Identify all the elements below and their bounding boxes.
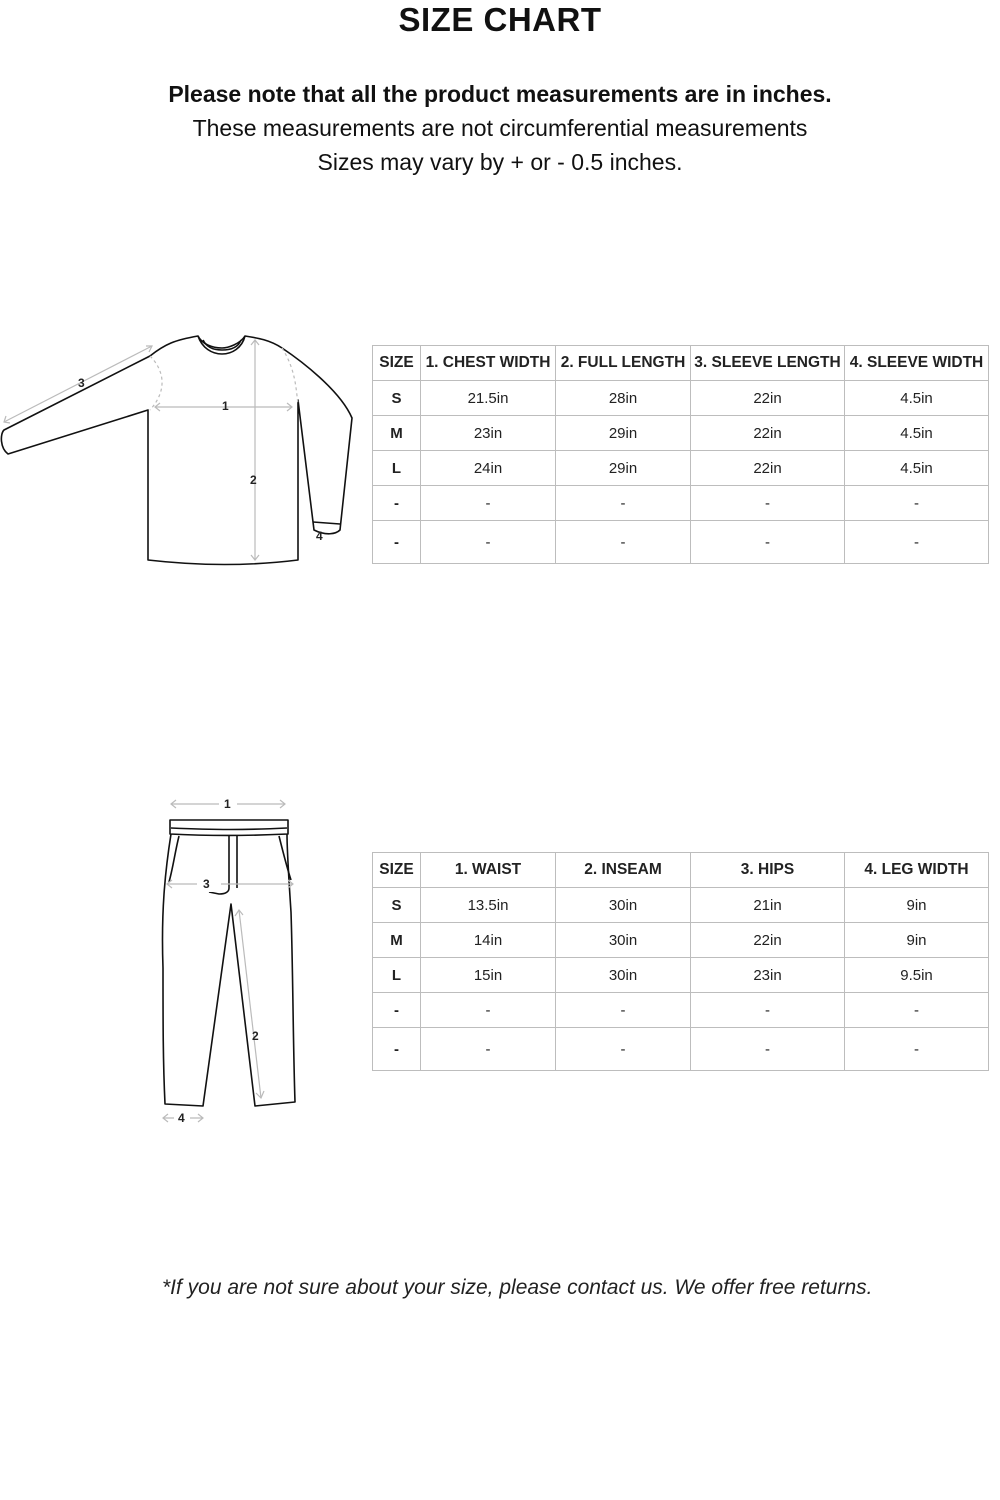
table-row: [373, 486, 989, 521]
size-cell: -: [373, 1028, 421, 1071]
table-header-row: [373, 346, 989, 381]
header-cell: 2. FULL LENGTH: [556, 346, 691, 381]
table-cell: -: [845, 1028, 989, 1071]
pants-diagram: [155, 792, 305, 1132]
header-cell: 4. LEG WIDTH: [845, 853, 989, 888]
table-cell: 13.5in: [421, 888, 556, 923]
table-cell: 29in: [556, 416, 691, 451]
size-cell: -: [373, 993, 421, 1028]
table-cell: 22in: [691, 451, 845, 486]
table-cell: -: [845, 993, 989, 1028]
size-cell: S: [373, 381, 421, 416]
pants-label-1: 1: [224, 797, 231, 811]
pants-label-3: 3: [203, 877, 210, 891]
shirt-icon: [0, 330, 365, 575]
table-cell: 29in: [556, 451, 691, 486]
table-header-row: [373, 853, 989, 888]
shirt-label-1: 1: [222, 399, 229, 413]
table-cell: -: [691, 993, 845, 1028]
page-title: SIZE CHART: [398, 1, 602, 38]
pants-icon: [155, 792, 305, 1132]
shirt-diagram: [0, 330, 365, 575]
table-cell: 23in: [421, 416, 556, 451]
size-cell: M: [373, 923, 421, 958]
table-cell: 22in: [691, 381, 845, 416]
table-cell: -: [421, 993, 556, 1028]
table-cell: 30in: [556, 958, 691, 993]
header-cell: 4. SLEEVE WIDTH: [845, 346, 989, 381]
header-cell: 1. WAIST: [421, 853, 556, 888]
table-row: [373, 993, 989, 1028]
table-cell: 24in: [421, 451, 556, 486]
table-row: [373, 416, 989, 451]
table-cell: -: [556, 1028, 691, 1071]
table-cell: -: [556, 993, 691, 1028]
table-cell: -: [421, 486, 556, 521]
table-row: [373, 923, 989, 958]
table-cell: 4.5in: [845, 381, 989, 416]
table-cell: -: [845, 486, 989, 521]
table-cell: 28in: [556, 381, 691, 416]
size-cell: L: [373, 451, 421, 486]
table-cell: 30in: [556, 888, 691, 923]
table-cell: 22in: [691, 416, 845, 451]
size-cell: M: [373, 416, 421, 451]
top-size-table: [372, 345, 989, 564]
returns-note: *If you are not sure about your size, please contact us. We offer free returns.: [162, 1276, 873, 1299]
table-row: [373, 381, 989, 416]
shirt-label-4: 4: [316, 529, 323, 543]
table-cell: 9in: [845, 888, 989, 923]
pants-label-2: 2: [252, 1029, 259, 1043]
header-cell: 2. INSEAM: [556, 853, 691, 888]
table-row: [373, 958, 989, 993]
shirt-label-3: 3: [78, 376, 85, 390]
table-cell: 21.5in: [421, 381, 556, 416]
table-cell: -: [556, 486, 691, 521]
table-cell: -: [691, 521, 845, 564]
table-row: [373, 451, 989, 486]
table-cell: 23in: [691, 958, 845, 993]
table-row: [373, 521, 989, 564]
inches-note: Please note that all the product measurements are in inches.: [168, 81, 832, 107]
table-cell: 21in: [691, 888, 845, 923]
size-cell: L: [373, 958, 421, 993]
table-row: [373, 888, 989, 923]
tolerance-note: Sizes may vary by + or - 0.5 inches.: [317, 149, 683, 175]
table-cell: 30in: [556, 923, 691, 958]
table-cell: 9.5in: [845, 958, 989, 993]
size-cell: -: [373, 486, 421, 521]
table-cell: -: [845, 521, 989, 564]
header-cell: 1. CHEST WIDTH: [421, 346, 556, 381]
header-cell: SIZE: [373, 853, 421, 888]
header-cell: 3. HIPS: [691, 853, 845, 888]
pants-label-4: 4: [178, 1111, 185, 1125]
table-cell: 22in: [691, 923, 845, 958]
table-cell: -: [421, 521, 556, 564]
table-cell: -: [691, 486, 845, 521]
table-cell: 15in: [421, 958, 556, 993]
table-cell: 4.5in: [845, 451, 989, 486]
header-cell: 3. SLEEVE LENGTH: [691, 346, 845, 381]
table-cell: -: [421, 1028, 556, 1071]
table-cell: -: [556, 521, 691, 564]
shirt-label-2: 2: [250, 473, 257, 487]
table-cell: 4.5in: [845, 416, 989, 451]
header-cell: SIZE: [373, 346, 421, 381]
table-cell: 14in: [421, 923, 556, 958]
size-cell: S: [373, 888, 421, 923]
table-row: [373, 1028, 989, 1071]
table-cell: 9in: [845, 923, 989, 958]
size-cell: -: [373, 521, 421, 564]
circumference-note: These measurements are not circumferential measurements: [192, 115, 808, 141]
table-cell: -: [691, 1028, 845, 1071]
bottom-size-table: [372, 852, 989, 1071]
